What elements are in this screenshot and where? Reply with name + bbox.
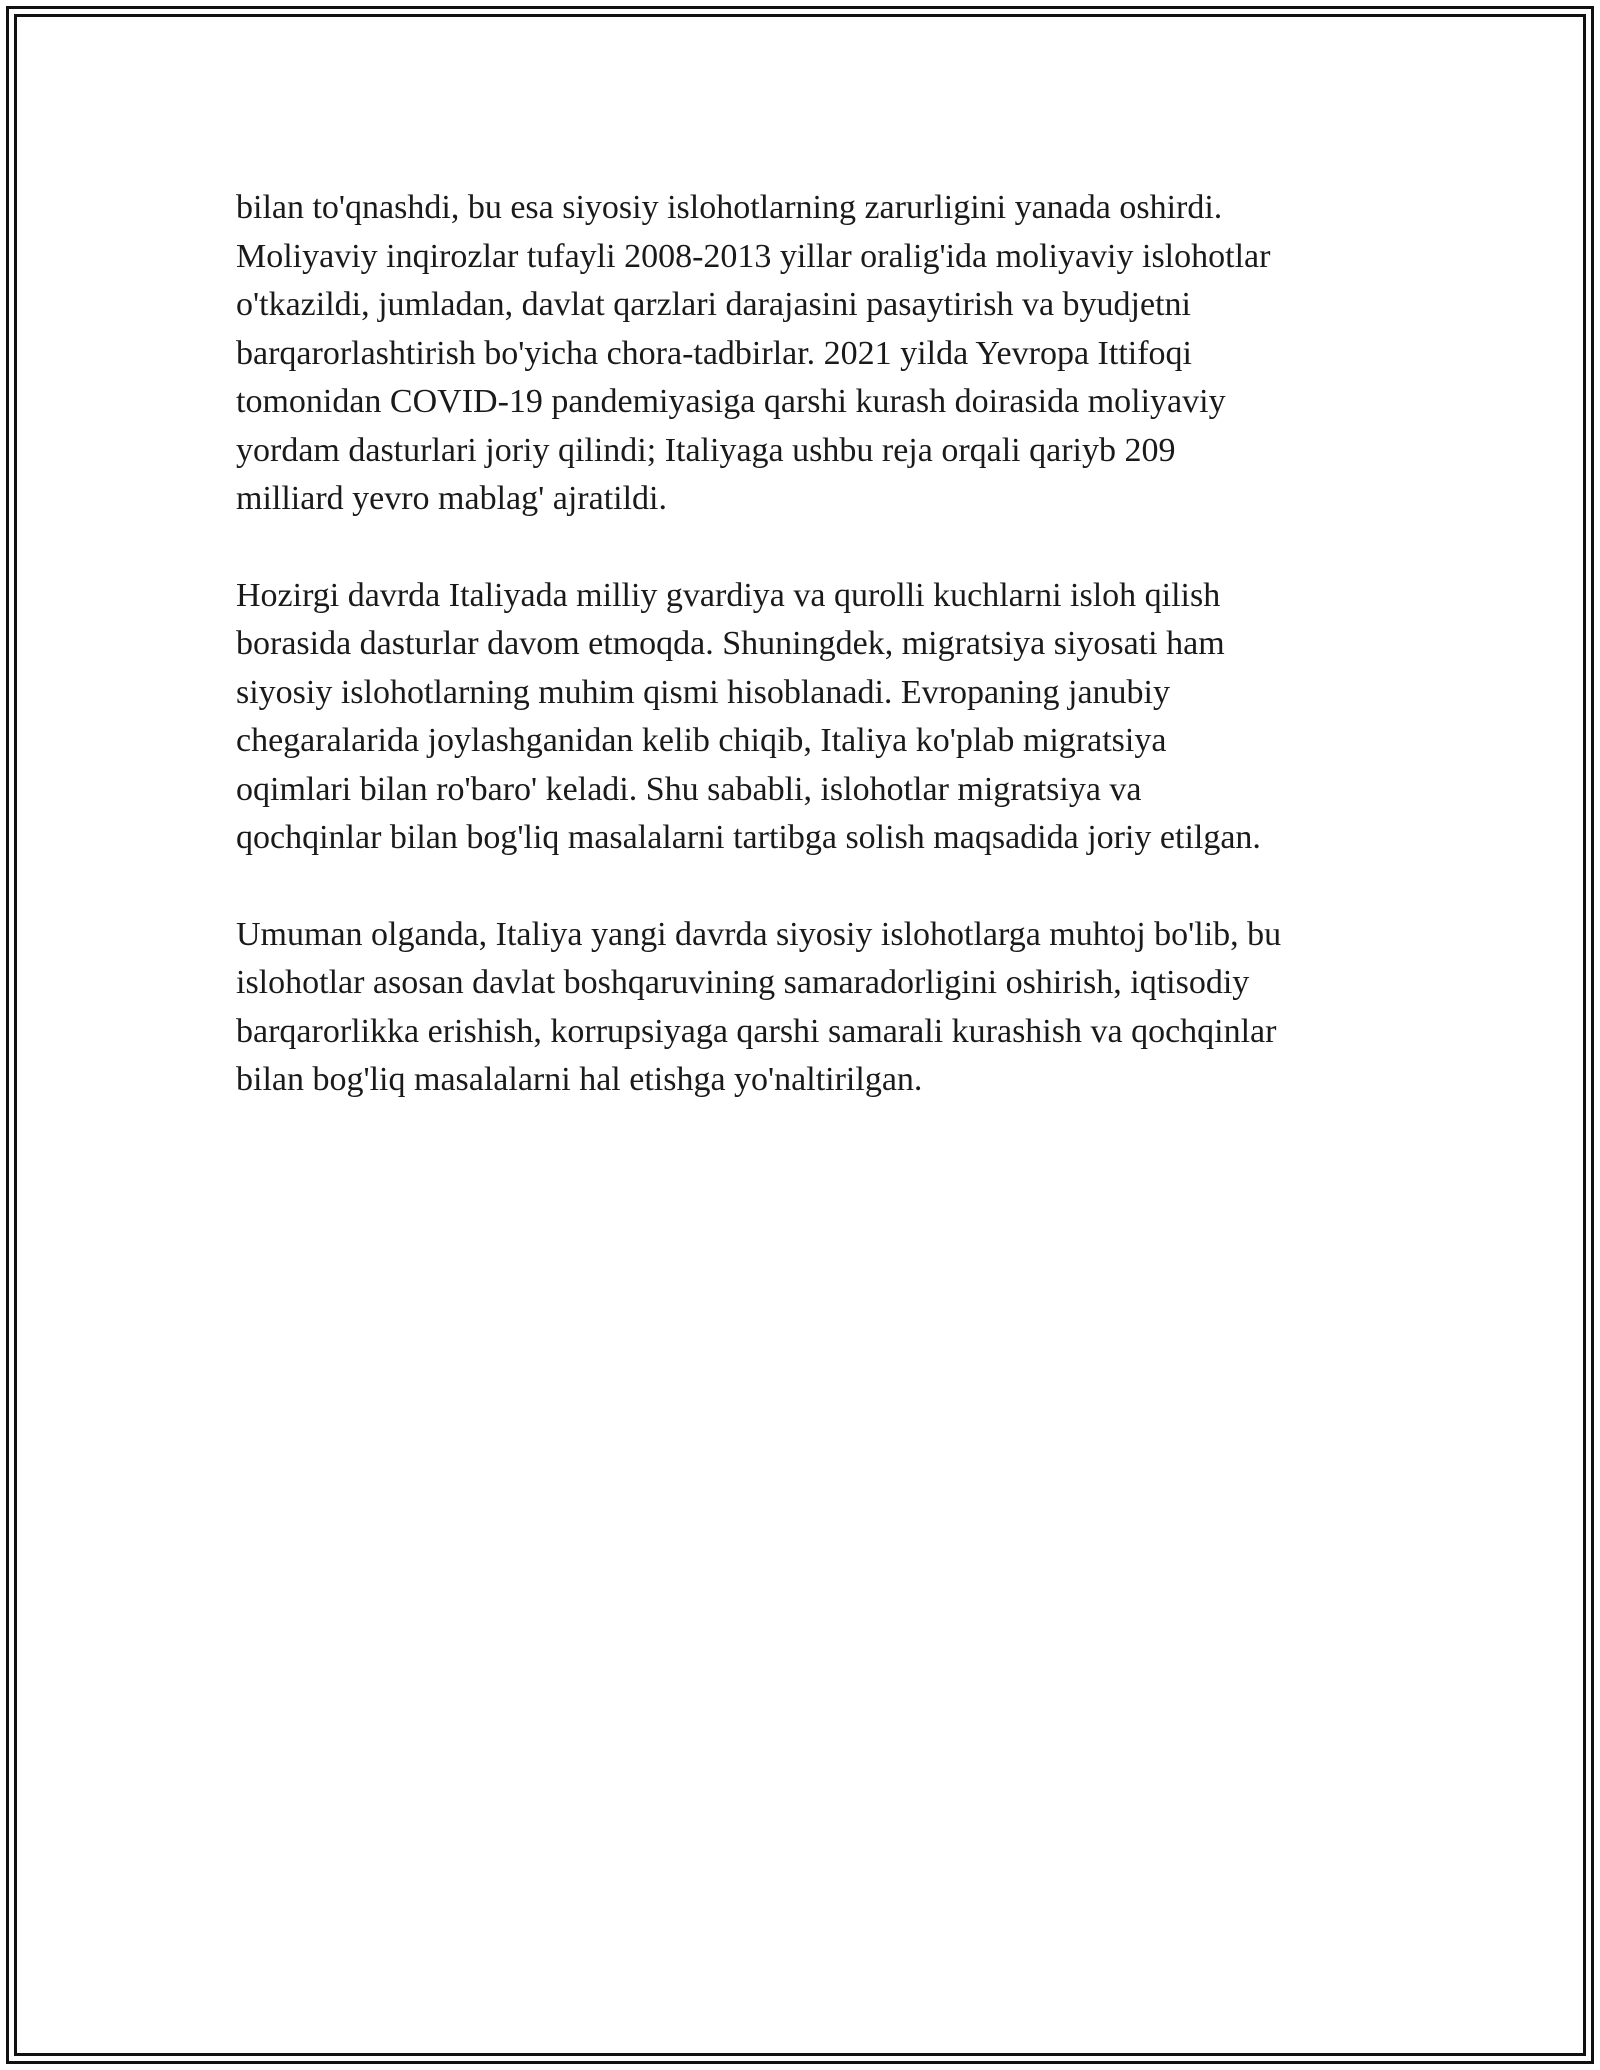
paragraph-line: bilan to'qnashdi, bu esa siyosiy islohotlarning zarurligini yanada oshirdi. — [236, 189, 1223, 226]
paragraph-line: o'tkazildi, jumladan, davlat qarzlari darajasini pasaytirish va byudjetni — [236, 286, 1191, 323]
paragraph-line: barqarorlikka erishish, korrupsiyaga qarshi samarali kurashish va qochqinlar — [236, 1012, 1277, 1050]
paragraph-line: oqimlari bilan ro'baro' keladi. Shu sababli, islohotlar migratsiya va — [236, 770, 1142, 808]
document-body — [236, 184, 1416, 1153]
paragraph-1 — [236, 184, 1416, 524]
paragraph-line: milliard yevro mablag' ajratildi. — [236, 480, 667, 517]
paragraph-line: Hozirgi davrda Italiyada milliy gvardiya va qurolli kuchlarni isloh qilish — [236, 576, 1221, 614]
paragraph-line: yordam dasturlari joriy qilindi; Italiyaga ushbu reja orqali qariyb 209 — [236, 431, 1176, 469]
paragraph-line: siyosiy islohotlarning muhim qismi hisoblanadi. Evropaning janubiy — [236, 673, 1171, 711]
paragraph-line: chegaralarida joylashganidan kelib chiqib, Italiya ko'plab migratsiya — [236, 722, 1167, 759]
paragraph-line: islohotlar asosan davlat boshqaruvining samaradorligini oshirish, iqtisodiy — [236, 964, 1250, 1001]
paragraph-line: barqarorlashtirish bo'yicha chora-tadbirlar. 2021 yilda Yevropa Ittifoqi — [236, 334, 1192, 372]
paragraph-3 — [236, 911, 1416, 1105]
paragraph-line: bilan bog'liq masalalarni hal etishga yo'naltirilgan. — [236, 1061, 923, 1098]
paragraph-2 — [236, 572, 1416, 863]
paragraph-line: Umuman olganda, Italiya yangi davrda siyosiy islohotlarga muhtoj bo'lib, bu — [236, 915, 1282, 953]
paragraph-line: Moliyaviy inqirozlar tufayli 2008-2013 yillar oralig'ida moliyaviy islohotlar — [236, 237, 1271, 275]
paragraph-line: qochqinlar bilan bog'liq masalalarni tartibga solish maqsadida joriy etilgan. — [236, 819, 1261, 856]
paragraph-line: borasida dasturlar davom etmoqda. Shuningdek, migratsiya siyosati ham — [236, 625, 1225, 662]
paragraph-line: tomonidan COVID-19 pandemiyasiga qarshi kurash doirasida moliyaviy — [236, 383, 1226, 420]
